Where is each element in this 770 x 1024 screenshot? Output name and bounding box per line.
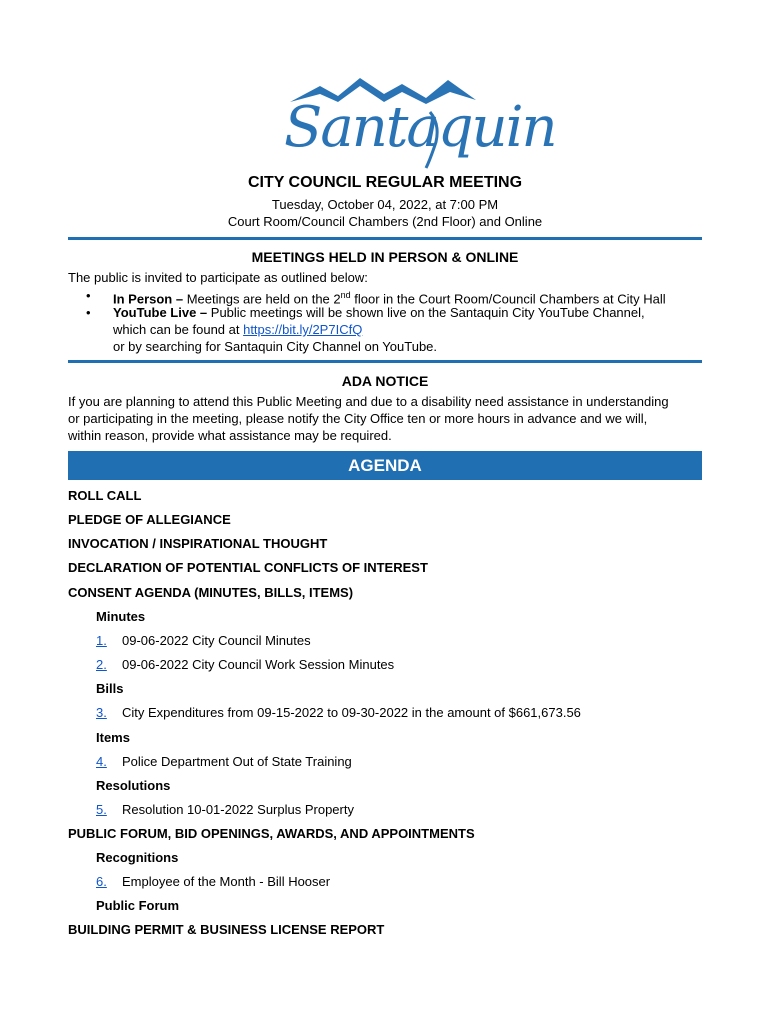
agenda-roll-call: ROLL CALL: [68, 488, 142, 503]
santaquin-logo: [280, 72, 556, 172]
bullet-text: floor in the Court Room/Council Chambers at City Hall: [350, 291, 666, 307]
item-2-link[interactable]: 2.: [96, 657, 107, 672]
ada-line: If you are planning to attend this Public Meeting and due to a disability need assistance in understanding: [68, 394, 669, 409]
superscript: nd: [340, 290, 351, 300]
logo-wordmark: Santaquin: [284, 95, 556, 160]
item-5-text: Resolution 10-01-2022 Surplus Property: [122, 802, 354, 817]
meeting-location: Court Room/Council Chambers (2nd Floor) and Online: [227, 214, 543, 229]
ada-line: or participating in the meeting, please notify the City Office ten or more hours in advance and we will,: [68, 411, 648, 426]
item-6-link[interactable]: 6.: [96, 874, 107, 889]
ada-notice-text: [68, 393, 702, 444]
bullet-label: In Person –: [113, 291, 184, 307]
item-3-text: City Expenditures from 09-15-2022 to 09-30-2022 in the amount of $661,673.56: [122, 705, 581, 720]
item-2-text: 09-06-2022 City Council Work Session Minutes: [122, 657, 395, 672]
minutes-heading: Minutes: [96, 609, 146, 624]
agenda-invocation: INVOCATION / INSPIRATIONAL THOUGHT: [68, 536, 328, 551]
items-heading: Items: [96, 730, 130, 745]
divider: [68, 237, 702, 240]
public-forum-heading: Public Forum: [96, 898, 180, 913]
item-4-link[interactable]: 4.: [96, 754, 107, 769]
bullet-icon: •: [86, 305, 91, 320]
agenda-pledge: PLEDGE OF ALLEGIANCE: [68, 512, 231, 527]
item-1-link[interactable]: 1.: [96, 633, 107, 648]
meetings-intro: The public is invited to participate as outlined below:: [68, 270, 368, 285]
ada-heading: ADA NOTICE: [341, 373, 429, 389]
page-title: CITY COUNCIL REGULAR MEETING: [247, 174, 523, 191]
bullet-text: Public meetings will be shown live on the Santaquin City YouTube Channel,: [207, 305, 645, 320]
agenda-public-forum: PUBLIC FORUM, BID OPENINGS, AWARDS, AND APPOINTMENTS: [68, 826, 475, 841]
bullet-icon: •: [86, 288, 91, 303]
youtube-search-line: or by searching for Santaquin City Channel on YouTube.: [113, 339, 438, 354]
bullet-text: Meetings are held on the 2: [183, 291, 341, 307]
item-4-text: Police Department Out of State Training: [122, 754, 352, 769]
item-5-link[interactable]: 5.: [96, 802, 107, 817]
agenda-declaration: DECLARATION OF POTENTIAL CONFLICTS OF INTEREST: [68, 560, 428, 575]
agenda-building-report: BUILDING PERMIT & BUSINESS LICENSE REPORT: [68, 922, 385, 937]
recognitions-heading: Recognitions: [96, 850, 179, 865]
meetings-heading: MEETINGS HELD IN PERSON & ONLINE: [251, 249, 519, 265]
agenda-banner: AGENDA: [68, 451, 702, 480]
youtube-channel-link[interactable]: https://bit.ly/2P7ICfQ: [243, 322, 363, 337]
link-lead-text: which can be found at: [113, 322, 244, 337]
item-1-text: 09-06-2022 City Council Minutes: [122, 633, 311, 648]
item-6-text: Employee of the Month - Bill Hooser: [122, 874, 331, 889]
ada-line: within reason, provide what assistance may be required.: [68, 428, 392, 443]
resolutions-heading: Resolutions: [96, 778, 171, 793]
bills-heading: Bills: [96, 681, 124, 696]
bullet-label: YouTube Live –: [113, 305, 208, 320]
meeting-date: Tuesday, October 04, 2022, at 7:00 PM: [271, 197, 499, 212]
item-3-link[interactable]: 3.: [96, 705, 107, 720]
agenda-consent: CONSENT AGENDA (MINUTES, BILLS, ITEMS): [68, 585, 354, 600]
youtube-link-line: [113, 321, 362, 338]
divider: [68, 360, 702, 363]
